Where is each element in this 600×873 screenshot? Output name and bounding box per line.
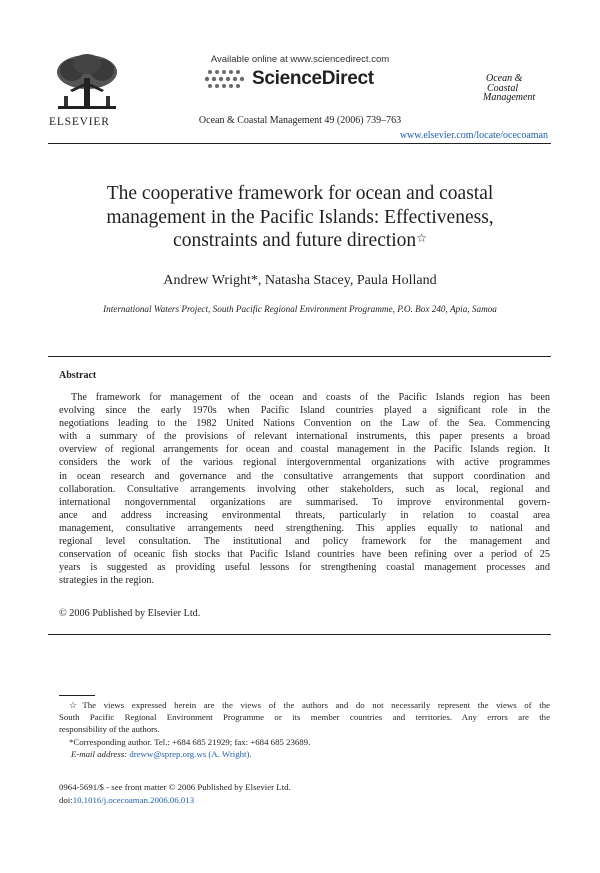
corresponding-author-note: *Corresponding author. Tel.: +684 685 21929; fax: +684 685 23689. (69, 736, 311, 747)
doi-link[interactable]: 10.1016/j.ocecoaman.2006.06.013 (72, 795, 195, 805)
abstract-line: management, consultative arrangements need strengthening. This applies equally to national and (59, 522, 550, 534)
footnotes (59, 699, 550, 760)
abstract-line: years is suggested as providing useful lessons for strengthening coastal management processes and (59, 562, 550, 574)
abstract-copyright: © 2006 Published by Elsevier Ltd. (59, 608, 201, 619)
abstract-line: with a summary of the provisions of relevant international instruments, this paper presents a broad (59, 431, 550, 443)
title-footnote-mark[interactable]: ☆ (416, 231, 427, 245)
title-line: constraints and future direction (173, 230, 417, 251)
affiliation: International Waters Project, South Pacific Regional Environment Programme, P.O. Box 240, Apia, Samoa (103, 304, 497, 314)
abstract-line: international nongovernmental organizations are summarised. To improve environmental govern- (59, 496, 550, 508)
authors: Andrew Wright*, Natasha Stacey, Paula Holland (163, 273, 437, 288)
abstract-line: regional level consultation. The institutional and policy framework for the management and (59, 536, 550, 548)
email-label: E-mail address: (71, 748, 128, 759)
footnote-divider (59, 695, 95, 696)
available-online-text: Available online at www.sciencedirect.com (210, 54, 390, 65)
journal-logo-line: Management (483, 92, 536, 103)
abstract-line: The framework for management of the ocean and coasts of the Pacific Islands region has been (71, 392, 550, 403)
footnote-line: responsibility of the authors. (59, 724, 160, 735)
abstract-line: in ocean research and governance and the consultative arrangements that support coordination and (59, 470, 550, 482)
email-line (59, 748, 550, 760)
abstract-line: collaboration. Consultative arrangements involving other stakeholders, such as local, regional and (59, 483, 550, 495)
doi-label: doi: (59, 795, 73, 805)
publisher-name: ELSEVIER (49, 116, 110, 128)
footnote-line: ☆The views expressed herein are the views of the authors and do not necessarily represent the views of the (69, 700, 550, 710)
abstract-line: conservation of oceanic fish stocks that Pacific Island countries have been refining over a period of 25 (59, 549, 550, 561)
journal-logo-line: Coastal (487, 82, 519, 94)
abstract-bottom-divider (48, 634, 551, 635)
abstract-line: ance and address increasing environmental threats, particularly in relation to coastal area (59, 509, 550, 521)
abstract-line: considers the work of the various regional intergovernmental organizations with active programmes (59, 457, 550, 469)
abstract-line: overview of regional arrangements for ocean and coastal management in the Pacific Islands region. It (59, 444, 550, 456)
title-line: management in the Pacific Islands: Effectiveness, (106, 206, 494, 228)
abstract-top-divider (48, 356, 551, 357)
journal-logo (483, 73, 556, 103)
header-divider (48, 143, 551, 144)
journal-logo-line: Ocean & (486, 73, 523, 84)
footnote-line: South Pacific Regional Environment Programme or its member countries and territories. Any errors are the (59, 712, 550, 723)
abstract-line: evolving since the early 1970s when Pacific Island countries played a significant role in the (59, 405, 550, 417)
journal-url-link[interactable]: www.elsevier.com/locate/ocecoaman (399, 130, 548, 141)
title-line-last (60, 229, 540, 253)
abstract-heading: Abstract (59, 370, 97, 381)
doi-line (59, 795, 194, 805)
abstract-body (59, 391, 550, 587)
sciencedirect-logo-text: ScienceDirect (252, 68, 374, 89)
abstract-line: strategies in the region. (59, 575, 155, 587)
abstract-line: negotiations leading to the 1982 United Nations Convention on the Law of the Sea. Commencing (59, 418, 550, 430)
journal-citation: Ocean & Coastal Management 49 (2006) 739–763 (198, 115, 402, 126)
issn-line: 0964-5691/$ - see front matter © 2006 Published by Elsevier Ltd. (59, 782, 291, 792)
paper-title (60, 182, 540, 253)
email-link[interactable]: dreww@sprep.org.ws (A. Wright). (129, 748, 252, 759)
title-line: The cooperative framework for ocean and coastal (106, 183, 494, 204)
